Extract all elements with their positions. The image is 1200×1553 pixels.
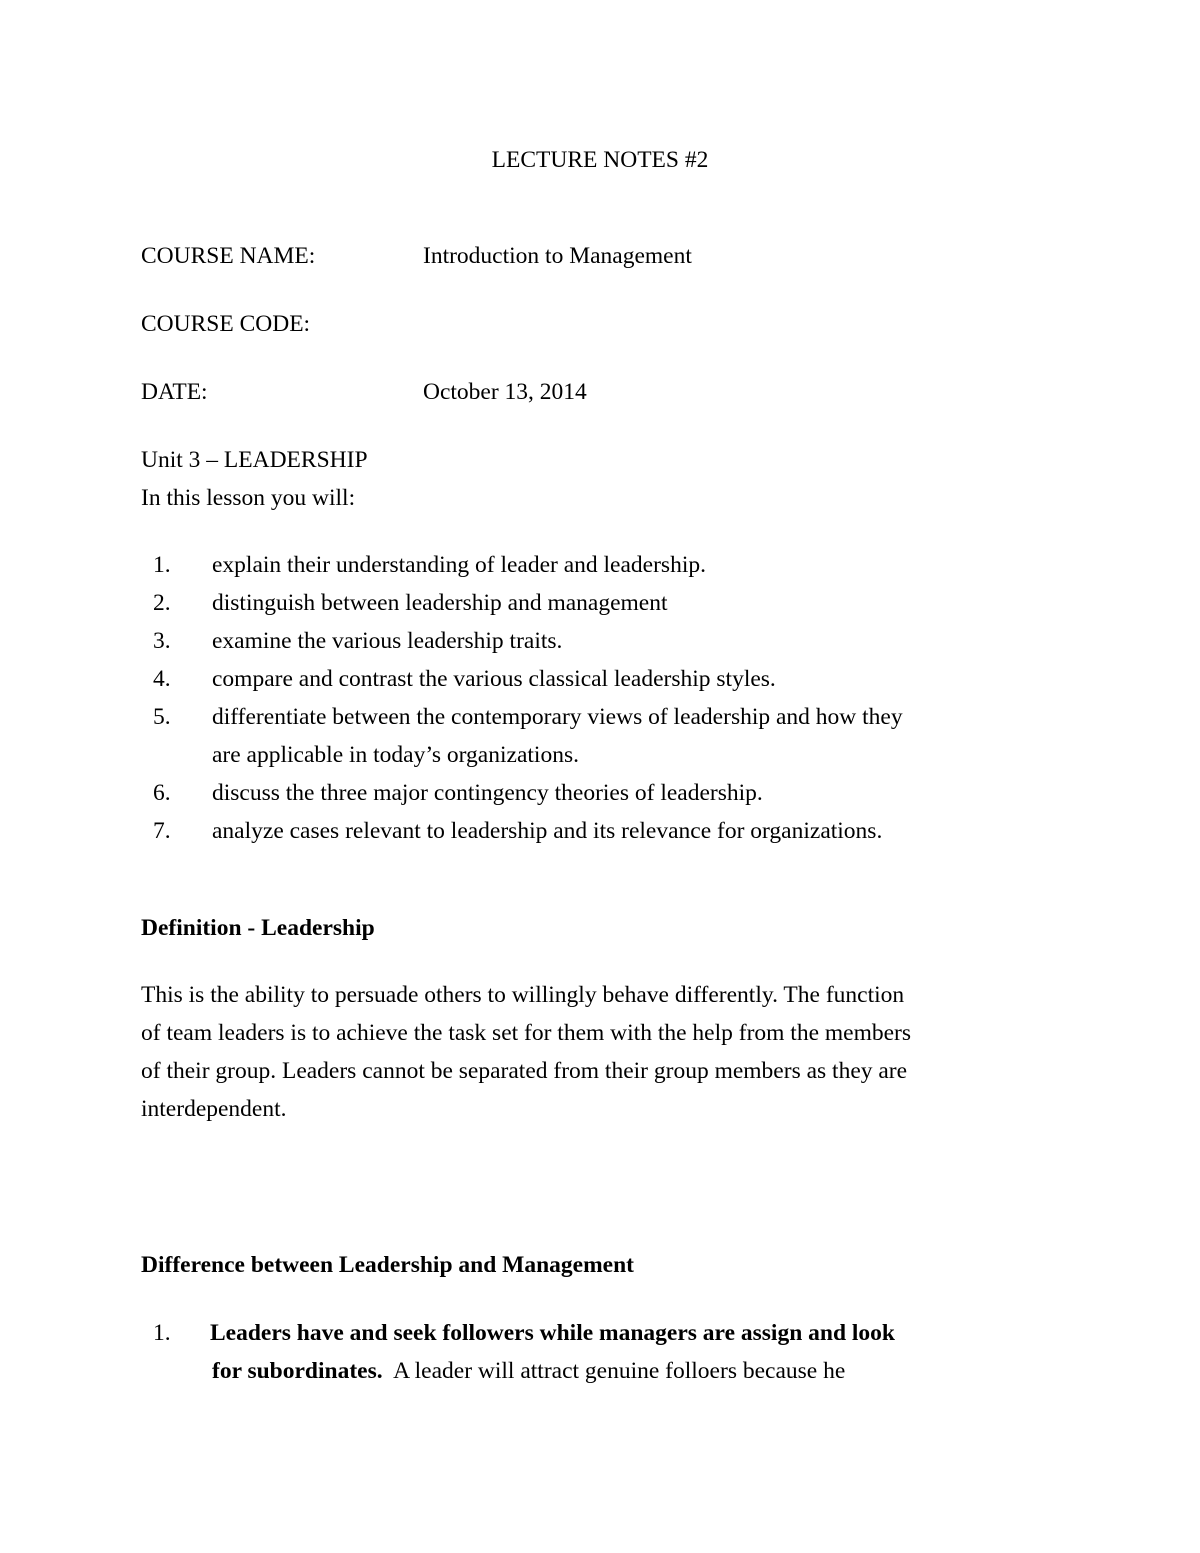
list-item-text-continued [212,1360,845,1384]
list-item-number: 7. [153,818,171,844]
list-item-text: distinguish between leadership and management [212,590,668,616]
list-item-text: explain their understanding of leader and leadership. [212,552,706,578]
list-item-text: differentiate between the contemporary views of leadership and how they [212,704,903,730]
paragraph-line: interdependent. [141,1096,287,1122]
list-item-text: analyze cases relevant to leadership and its relevance for organizations. [212,818,883,844]
list-item-text: examine the various leadership traits. [212,628,563,654]
difference-heading: Difference between Leadership and Management [141,1252,634,1278]
course-name-value: Introduction to Management [423,243,692,269]
course-name-label: COURSE NAME: [141,243,316,269]
list-item-number: 3. [153,628,171,654]
list-item-number: 2. [153,590,171,616]
list-item-bold-text: Leaders have and seek followers while managers are assign and look [210,1320,895,1346]
list-item-number: 4. [153,666,171,692]
list-item-text-continued: are applicable in today’s organizations. [212,742,579,768]
unit-heading: Unit 3 – LEADERSHIP [141,447,368,473]
paragraph-line: This is the ability to persuade others to willingly behave differently. The function [141,982,905,1008]
list-item-text: compare and contrast the various classical leadership styles. [212,666,776,692]
date-label: DATE: [141,379,208,405]
list-item-number: 1. [153,1320,171,1346]
course-code-label: COURSE CODE: [141,311,311,337]
list-item-number: 6. [153,780,171,806]
paragraph-line: of their group. Leaders cannot be separated from their group members as they are [141,1058,908,1084]
definition-heading: Definition - Leadership [141,915,375,941]
lesson-intro: In this lesson you will: [141,485,356,511]
date-value: October 13, 2014 [423,379,587,405]
list-item-text: discuss the three major contingency theories of leadership. [212,780,763,806]
paragraph-line: of team leaders is to achieve the task set for them with the help from the members [141,1020,912,1046]
list-item-bold-text: for subordinates. [212,1358,383,1384]
document-title: LECTURE NOTES #2 [491,147,709,173]
list-item-text: A leader will attract genuine folloers because he [382,1358,846,1384]
list-item-number: 1. [153,552,171,578]
list-item-number: 5. [153,704,171,730]
